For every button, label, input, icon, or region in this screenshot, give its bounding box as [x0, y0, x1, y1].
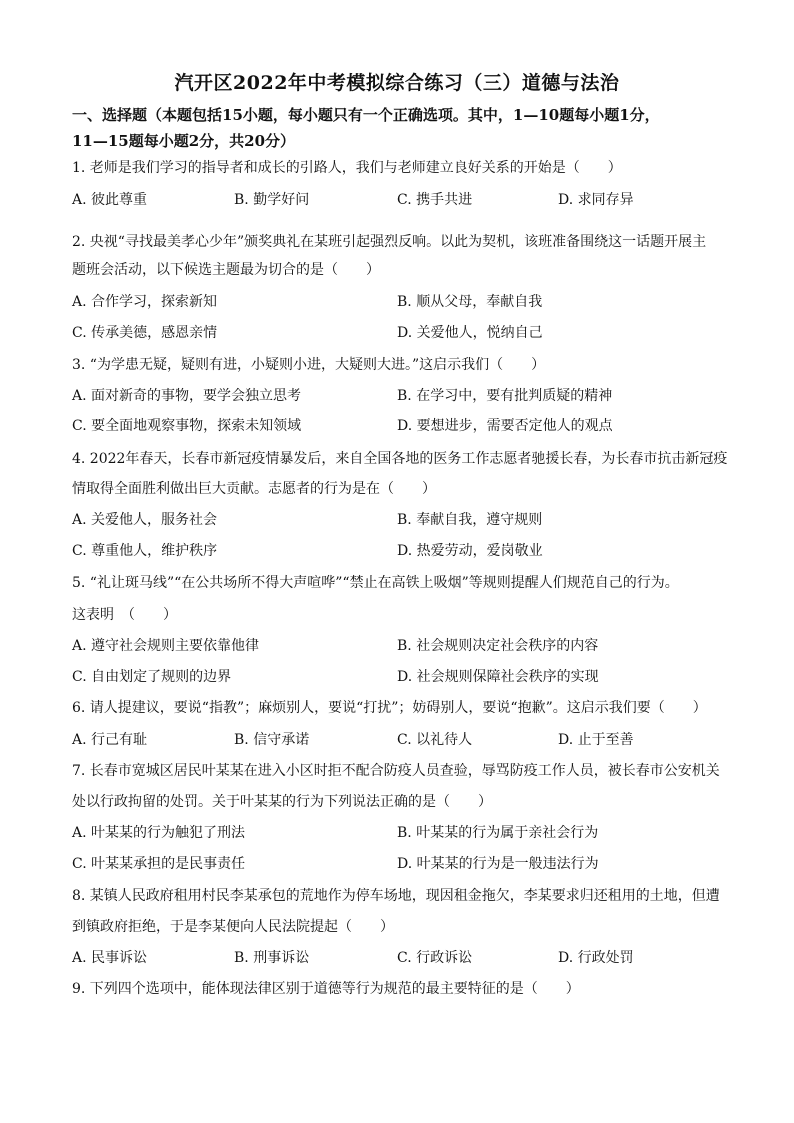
question-6-stem: 6. 请人提建议，要说“指教”；麻烦别人，要说“打扰”；妨碍别人，要说“抱歉”。这启示我们要（ ） — [72, 700, 707, 716]
question-2-options — [72, 292, 732, 312]
question-1-options — [72, 190, 732, 210]
option[interactable]: D. 止于至善 — [558, 732, 634, 748]
section-heading-line-2: 11—15题每小题2分，共20分） — [72, 132, 296, 150]
option[interactable]: B. 叶某某的行为属于亲社会行为 — [397, 825, 599, 841]
question-5-options — [72, 667, 732, 687]
option[interactable]: B. 在学习中，要有批判质疑的精神 — [397, 388, 613, 404]
option[interactable]: B. 刑事诉讼 — [234, 950, 310, 966]
option[interactable]: C. 要全面地观察事物，探索未知领域 — [72, 418, 302, 434]
option[interactable]: A. 合作学习，探索新知 — [72, 294, 218, 310]
question-7-options — [72, 823, 732, 843]
question-4-stem: 情取得全面胜利做出巨大贡献。志愿者的行为是在（ ） — [72, 481, 436, 497]
option[interactable]: A. 彼此尊重 — [72, 192, 148, 208]
option[interactable]: C. 携手共进 — [397, 192, 473, 208]
option[interactable]: B. 奉献自我，遵守规则 — [397, 512, 543, 528]
question-3-stem: 3. “为学患无疑，疑则有进，小疑则小进，大疑则大进。”这启示我们（ ） — [72, 357, 546, 373]
section-heading-line-1: 一、选择题（本题包括15小题，每小题只有一个正确选项。其中，1—10题每小题1分， — [72, 106, 660, 124]
question-5-stem: 5. “礼让斑马线”“在公共场所不得大声喧哗”“禁止在高铁上吸烟”等规则提醒人们规范自己的行为。 — [72, 575, 679, 591]
question-1-stem: 1. 老师是我们学习的指导者和成长的引路人，我们与老师建立良好关系的开始是（ ） — [72, 160, 622, 176]
option[interactable]: A. 遵守社会规则主要依靠他律 — [72, 638, 260, 654]
option[interactable]: D. 叶某某的行为是一般违法行为 — [397, 856, 599, 872]
option[interactable]: B. 顺从父母，奉献自我 — [397, 294, 543, 310]
option[interactable]: D. 求同存异 — [558, 192, 634, 208]
option[interactable]: A. 民事诉讼 — [72, 950, 148, 966]
option[interactable]: D. 要想进步，需要否定他人的观点 — [397, 418, 613, 434]
option[interactable]: D. 社会规则保障社会秩序的实现 — [397, 669, 599, 685]
option[interactable]: A. 行己有耻 — [72, 732, 148, 748]
question-4-stem: 4. 2022年春天，长春市新冠疫情暴发后，来自全国各地的医务工作志愿者驰援长春，为长春市抗击新冠疫 — [72, 451, 728, 467]
option[interactable]: A. 关爱他人，服务社会 — [72, 512, 218, 528]
option[interactable]: C. 行政诉讼 — [397, 950, 473, 966]
question-2-options — [72, 323, 732, 343]
question-6-options — [72, 730, 732, 750]
option[interactable]: D. 关爱他人，悦纳自己 — [397, 325, 543, 341]
question-3-options — [72, 386, 732, 406]
question-8-stem: 8. 某镇人民政府租用村民李某承包的荒地作为停车场地，现因租金拖欠，李某要求归还租用的土地，但遭 — [72, 888, 720, 904]
question-9-stem: 9. 下列四个选项中，能体现法律区别于道德等行为规范的最主要特征的是（ ） — [72, 981, 580, 997]
question-3-options — [72, 416, 732, 436]
option[interactable]: B. 社会规则决定社会秩序的内容 — [397, 638, 599, 654]
option[interactable]: C. 传承美德，感恩亲情 — [72, 325, 218, 341]
option[interactable]: D. 热爱劳动，爱岗敬业 — [397, 543, 543, 559]
page-title: 汽开区2022年中考模拟综合练习（三）道德与法治 — [174, 72, 620, 94]
option[interactable]: B. 信守承诺 — [234, 732, 310, 748]
option[interactable]: C. 尊重他人，维护秩序 — [72, 543, 218, 559]
question-4-options — [72, 541, 732, 561]
option[interactable]: C. 以礼待人 — [397, 732, 473, 748]
question-4-options — [72, 510, 732, 530]
question-7-stem: 7. 长春市宽城区居民叶某某在进入小区时拒不配合防疫人员查验，辱骂防疫工作人员，被长春市公安机关 — [72, 763, 720, 779]
option[interactable]: C. 自由划定了规则的边界 — [72, 669, 232, 685]
question-2-stem: 题班会活动，以下候选主题最为切合的是（ ） — [72, 262, 380, 278]
option[interactable]: C. 叶某某承担的是民事责任 — [72, 856, 246, 872]
question-8-stem: 到镇政府拒绝，于是李某便向人民法院提起（ ） — [72, 919, 394, 935]
option[interactable]: D. 行政处罚 — [558, 950, 634, 966]
question-8-options — [72, 948, 732, 968]
question-5-options — [72, 636, 732, 656]
option[interactable]: B. 勤学好问 — [234, 192, 310, 208]
question-7-options — [72, 854, 732, 874]
question-7-stem: 处以行政拘留的处罚。关于叶某某的行为下列说法正确的是（ ） — [72, 794, 492, 810]
option[interactable]: A. 面对新奇的事物，要学会独立思考 — [72, 388, 302, 404]
question-2-stem: 2. 央视“寻找最美孝心少年”颁奖典礼在某班引起强烈反响。以此为契机，该班准备围绕这一话题开展主 — [72, 234, 707, 250]
option[interactable]: A. 叶某某的行为触犯了刑法 — [72, 825, 246, 841]
question-5-stem: 这表明 （ ） — [72, 607, 177, 623]
